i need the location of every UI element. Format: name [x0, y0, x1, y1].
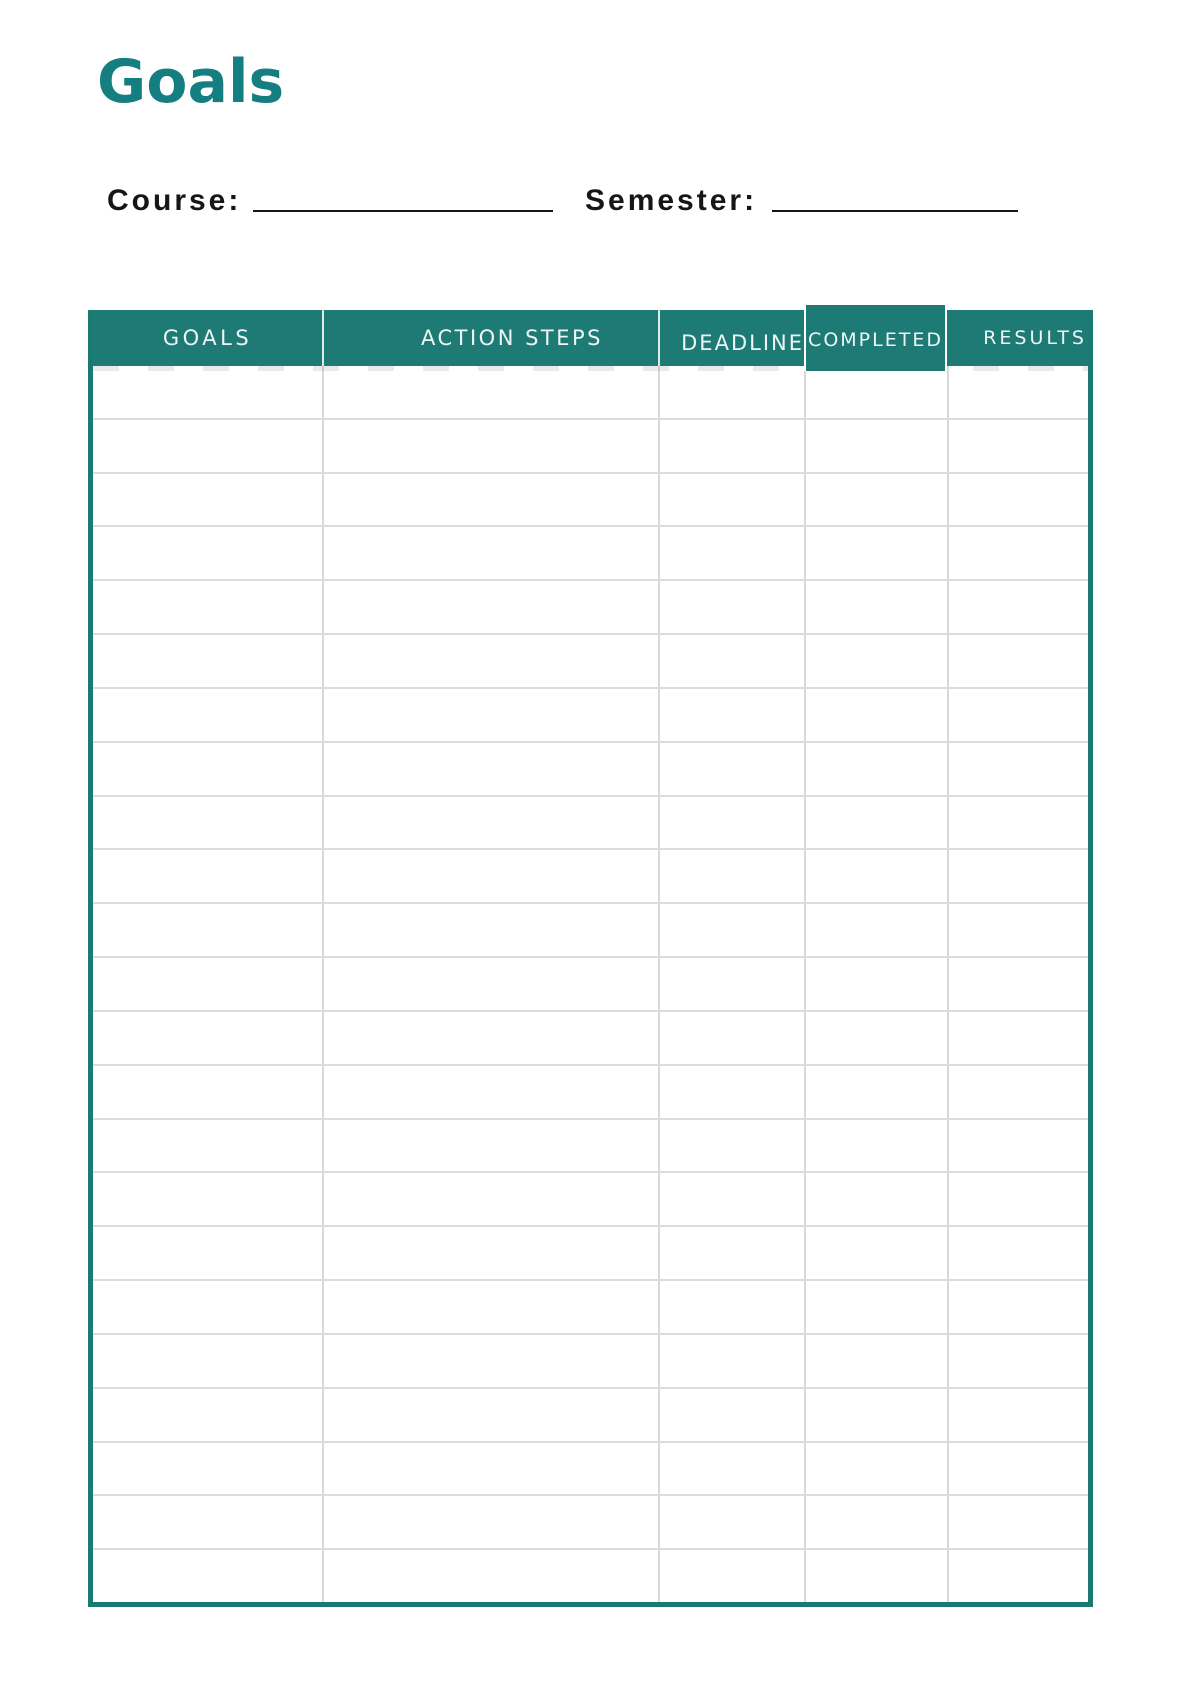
- table-cell[interactable]: [93, 1173, 322, 1225]
- table-row: [93, 795, 1088, 849]
- table-cell[interactable]: [947, 527, 1088, 579]
- table-cell[interactable]: [93, 958, 322, 1010]
- table-cell[interactable]: [322, 958, 658, 1010]
- table-row: [93, 1441, 1088, 1495]
- table-row: [93, 902, 1088, 956]
- table-cell[interactable]: [93, 474, 322, 526]
- table-cell[interactable]: [947, 366, 1088, 418]
- table-cell[interactable]: [947, 850, 1088, 902]
- table-cell[interactable]: [947, 1496, 1088, 1548]
- goals-table: [88, 310, 1093, 1607]
- table-cell[interactable]: [804, 635, 947, 687]
- course-label: Course:: [107, 184, 242, 217]
- table-cell[interactable]: [93, 420, 322, 472]
- table-cell[interactable]: [322, 1335, 658, 1387]
- table-cell[interactable]: [658, 581, 804, 633]
- table-cell[interactable]: [93, 1335, 322, 1387]
- table-row: [93, 1225, 1088, 1279]
- table-cell[interactable]: [804, 1496, 947, 1548]
- table-cell[interactable]: [93, 1389, 322, 1441]
- table-cell[interactable]: [93, 1496, 322, 1548]
- table-cell[interactable]: [947, 1550, 1088, 1602]
- table-cell[interactable]: [658, 1389, 804, 1441]
- table-cell[interactable]: [804, 743, 947, 795]
- table-cell[interactable]: [322, 1173, 658, 1225]
- table-cell[interactable]: [322, 581, 658, 633]
- table-row: [93, 633, 1088, 687]
- table-cell[interactable]: [804, 527, 947, 579]
- table-cell[interactable]: [804, 1443, 947, 1495]
- table-cell[interactable]: [804, 1120, 947, 1172]
- table-row: [93, 741, 1088, 795]
- table-cell[interactable]: [658, 1335, 804, 1387]
- table-cell[interactable]: [804, 1550, 947, 1602]
- table-cell[interactable]: [322, 1281, 658, 1333]
- table-cell[interactable]: [93, 689, 322, 741]
- table-row: [93, 1387, 1088, 1441]
- table-cell[interactable]: [658, 420, 804, 472]
- table-cell[interactable]: [658, 1227, 804, 1279]
- table-cell[interactable]: [947, 1173, 1088, 1225]
- table-cell[interactable]: [658, 850, 804, 902]
- table-cell[interactable]: [658, 1012, 804, 1064]
- table-cell[interactable]: [658, 904, 804, 956]
- table-cell[interactable]: [804, 850, 947, 902]
- table-cell[interactable]: [947, 1443, 1088, 1495]
- table-cell[interactable]: [322, 1496, 658, 1548]
- table-cell[interactable]: [658, 689, 804, 741]
- table-cell[interactable]: [947, 1281, 1088, 1333]
- table-cell[interactable]: [93, 1550, 322, 1602]
- table-cell[interactable]: [804, 797, 947, 849]
- table-cell[interactable]: [804, 958, 947, 1010]
- table-cell[interactable]: [93, 797, 322, 849]
- table-cell[interactable]: [658, 474, 804, 526]
- table-cell[interactable]: [322, 474, 658, 526]
- table-cell[interactable]: [322, 635, 658, 687]
- table-row: [93, 366, 1088, 418]
- table-cell[interactable]: [322, 850, 658, 902]
- table-cell[interactable]: [93, 1066, 322, 1118]
- table-cell[interactable]: [947, 1335, 1088, 1387]
- table-row: [93, 848, 1088, 902]
- table-cell[interactable]: [658, 366, 804, 418]
- table-body: [93, 366, 1088, 1602]
- table-row: [93, 1494, 1088, 1548]
- table-cell[interactable]: [322, 1389, 658, 1441]
- table-cell[interactable]: [322, 366, 658, 418]
- table-header-row: [93, 310, 1088, 366]
- table-cell[interactable]: [947, 1012, 1088, 1064]
- table-cell[interactable]: [804, 1335, 947, 1387]
- table-cell[interactable]: [322, 1066, 658, 1118]
- table-cell[interactable]: [93, 1227, 322, 1279]
- table-cell[interactable]: [658, 1496, 804, 1548]
- table-row: [93, 418, 1088, 472]
- table-cell[interactable]: [93, 635, 322, 687]
- table-cell[interactable]: [658, 1066, 804, 1118]
- table-row: [93, 1171, 1088, 1225]
- course-input-line[interactable]: [253, 210, 553, 212]
- table-row: [93, 1333, 1088, 1387]
- table-row: [93, 472, 1088, 526]
- table-cell[interactable]: [804, 474, 947, 526]
- table-cell[interactable]: [322, 1120, 658, 1172]
- table-cell[interactable]: [947, 581, 1088, 633]
- table-cell[interactable]: [322, 527, 658, 579]
- table-cell[interactable]: [322, 1550, 658, 1602]
- table-cell[interactable]: [322, 797, 658, 849]
- table-cell[interactable]: [322, 904, 658, 956]
- table-row: [93, 525, 1088, 579]
- table-cell[interactable]: [804, 1066, 947, 1118]
- table-cell[interactable]: [947, 420, 1088, 472]
- column-header-action-steps: ACTION STEPS: [322, 310, 658, 366]
- table-cell[interactable]: [658, 1443, 804, 1495]
- semester-input-line[interactable]: [772, 210, 1018, 212]
- table-cell[interactable]: [658, 1550, 804, 1602]
- table-cell[interactable]: [804, 420, 947, 472]
- table-cell[interactable]: [804, 366, 947, 418]
- table-cell[interactable]: [804, 689, 947, 741]
- table-cell[interactable]: [804, 1227, 947, 1279]
- table-row: [93, 1064, 1088, 1118]
- table-cell[interactable]: [93, 743, 322, 795]
- table-cell[interactable]: [658, 958, 804, 1010]
- table-cell[interactable]: [658, 797, 804, 849]
- table-cell[interactable]: [804, 581, 947, 633]
- page-title: Goals: [97, 47, 285, 117]
- table-cell[interactable]: [658, 1173, 804, 1225]
- table-cell[interactable]: [804, 1389, 947, 1441]
- table-cell[interactable]: [804, 1012, 947, 1064]
- table-cell[interactable]: [93, 1012, 322, 1064]
- table-cell[interactable]: [947, 1120, 1088, 1172]
- table-cell[interactable]: [947, 743, 1088, 795]
- table-cell[interactable]: [93, 527, 322, 579]
- table-cell[interactable]: [947, 958, 1088, 1010]
- table-cell[interactable]: [947, 689, 1088, 741]
- table-cell[interactable]: [322, 1443, 658, 1495]
- table-cell[interactable]: [658, 527, 804, 579]
- table-row: [93, 1548, 1088, 1602]
- table-cell[interactable]: [93, 366, 322, 418]
- table-cell[interactable]: [322, 1227, 658, 1279]
- table-cell[interactable]: [93, 1120, 322, 1172]
- table-cell[interactable]: [947, 635, 1088, 687]
- table-row: [93, 1279, 1088, 1333]
- table-cell[interactable]: [947, 797, 1088, 849]
- column-header-completed: COMPLETED: [804, 305, 947, 371]
- table-cell[interactable]: [947, 474, 1088, 526]
- table-cell[interactable]: [658, 635, 804, 687]
- table-cell[interactable]: [93, 850, 322, 902]
- table-row: [93, 1118, 1088, 1172]
- table-cell[interactable]: [947, 904, 1088, 956]
- column-header-results: RESULTS: [983, 327, 1087, 349]
- table-cell[interactable]: [93, 1281, 322, 1333]
- table-row: [93, 956, 1088, 1010]
- column-header-deadline: DEADLINE: [658, 310, 804, 366]
- table-row: [93, 579, 1088, 633]
- semester-label: Semester:: [585, 184, 758, 217]
- table-cell[interactable]: [322, 743, 658, 795]
- table-cell[interactable]: [947, 1227, 1088, 1279]
- column-header-goals: GOALS: [162, 326, 253, 350]
- table-cell[interactable]: [658, 1281, 804, 1333]
- table-cell[interactable]: [322, 1012, 658, 1064]
- table-row: [93, 687, 1088, 741]
- table-cell[interactable]: [322, 689, 658, 741]
- table-cell[interactable]: [658, 743, 804, 795]
- table-cell[interactable]: [947, 1389, 1088, 1441]
- table-cell[interactable]: [322, 420, 658, 472]
- table-cell[interactable]: [804, 1281, 947, 1333]
- table-cell[interactable]: [658, 1120, 804, 1172]
- table-cell[interactable]: [947, 1066, 1088, 1118]
- table-cell[interactable]: [93, 581, 322, 633]
- table-cell[interactable]: [804, 1173, 947, 1225]
- table-row: [93, 1010, 1088, 1064]
- table-cell[interactable]: [93, 904, 322, 956]
- table-cell[interactable]: [93, 1443, 322, 1495]
- table-cell[interactable]: [804, 904, 947, 956]
